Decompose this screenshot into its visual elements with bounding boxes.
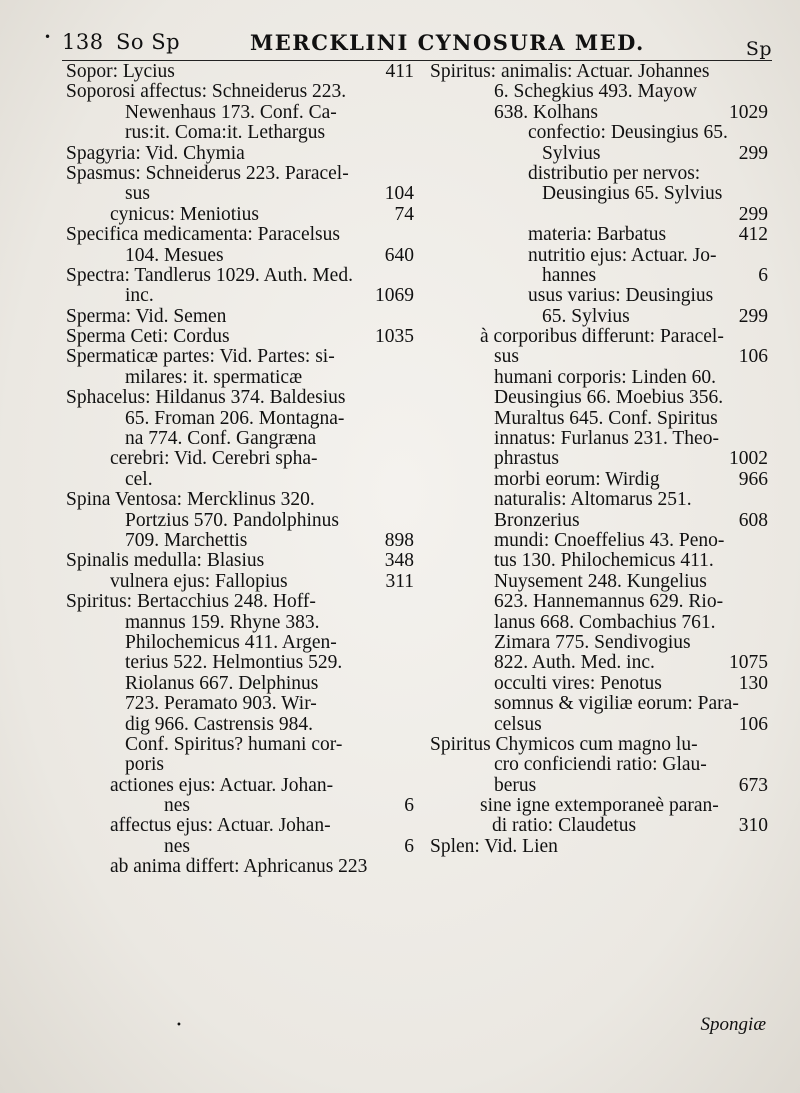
index-entry-text: materia: Barbatus: [528, 224, 667, 246]
index-entry-text: 65. Sylvius: [542, 305, 630, 327]
index-entry-text: 6. Schegkius 493. Mayow: [494, 81, 698, 103]
index-entry-line: [430, 592, 768, 612]
index-entry-text: Sylvius: [542, 142, 601, 164]
index-entry-text: Soporosi affectus: Schneiderus 223.: [66, 81, 347, 103]
index-entry-page-ref: [762, 755, 768, 775]
index-entry-text: sine igne extemporaneè paran-: [480, 795, 719, 817]
index-entry-page-ref: [762, 592, 768, 612]
index-entry-page-ref: [762, 694, 768, 714]
index-entry-text: poris: [125, 754, 164, 776]
index-entry-line: [430, 327, 768, 347]
index-entry-page-ref: 104: [384, 183, 414, 205]
index-entry-page-ref: 966: [738, 468, 768, 490]
index-entry-text: Splen: Vid. Lien: [430, 835, 558, 857]
index-entry-page-ref: 1029: [729, 101, 768, 123]
index-entry-page-ref: [408, 449, 414, 469]
catchword: Spongiæ: [700, 1014, 766, 1035]
index-entry-text: nutritio ejus: Actuar. Jo-: [528, 244, 717, 266]
index-entry-page-ref: [762, 246, 768, 266]
index-entry-line: [430, 531, 768, 551]
index-entry-page-ref: [762, 286, 768, 306]
index-entry-line: [430, 796, 768, 816]
index-entry-text: cel.: [125, 468, 153, 490]
index-entry-line: [66, 347, 414, 367]
index-entry-text: usus varius: Deusingius: [528, 285, 714, 307]
index-entry-page-ref: [408, 674, 414, 694]
index-entry-text: Spagyria: Vid. Chymia: [66, 142, 245, 164]
index-entry-line: [66, 82, 414, 102]
index-entry-line: [66, 246, 414, 266]
index-entry-line: [66, 266, 414, 286]
index-entry-text: milares: it. spermaticæ: [125, 366, 303, 388]
index-entry-text: mannus 159. Rhyne 383.: [125, 611, 320, 633]
index-entry-text: cynicus: Meniotius: [110, 203, 259, 225]
index-entry-line: [66, 613, 414, 633]
index-entry-line: [430, 225, 768, 245]
index-entry-text: 723. Peramato 903. Wir-: [125, 693, 317, 715]
index-entry-page-ref: [408, 347, 414, 367]
index-entry-text: inc.: [125, 285, 154, 307]
index-entry-line: [66, 470, 414, 490]
index-entry-text: cerebri: Vid. Cerebri spha-: [110, 448, 318, 470]
index-entry-line: [66, 837, 414, 857]
index-entry-text: innatus: Furlanus 231. Theo-: [494, 428, 719, 450]
index-entry-text: Muraltus 645. Conf. Spiritus: [494, 407, 718, 429]
index-entry-line: [430, 470, 768, 490]
index-entry-page-ref: 74: [394, 203, 414, 225]
index-entry-page-ref: 106: [738, 346, 768, 368]
page-title: MERCKLINI CYNOSURA MED.: [250, 30, 645, 55]
right-index-column: [430, 62, 768, 857]
index-entry-page-ref: [762, 82, 768, 102]
index-entry-page-ref: [408, 735, 414, 755]
index-entry-text: Zimara 775. Sendivogius: [494, 631, 691, 653]
index-entry-text: lanus 668. Combachius 761.: [494, 611, 716, 633]
index-entry-line: [430, 429, 768, 449]
index-entry-page-ref: [408, 694, 414, 714]
index-entry-line: [66, 388, 414, 408]
index-entry-text: confectio: Deusingius 65.: [528, 122, 728, 144]
index-entry-line: [66, 776, 414, 796]
index-entry-page-ref: 6: [404, 795, 414, 817]
index-entry-page-ref: [408, 816, 414, 836]
index-entry-page-ref: [408, 470, 414, 490]
index-entry-line: [66, 286, 414, 306]
index-entry-line: [430, 144, 768, 164]
index-entry-page-ref: [408, 82, 414, 102]
index-entry-text: somnus & vigiliæ eorum: Para-: [494, 693, 739, 715]
index-entry-text: 104. Mesues: [125, 244, 224, 266]
index-entry-page-ref: [408, 409, 414, 429]
index-entry-page-ref: [408, 388, 414, 408]
index-entry-page-ref: 1035: [375, 326, 414, 348]
index-entry-line: [66, 674, 414, 694]
index-entry-line: [430, 674, 768, 694]
index-entry-line: [66, 490, 414, 510]
index-entry-line: [430, 449, 768, 469]
index-entry-text: Sperma Ceti: Cordus: [66, 326, 230, 348]
index-entry-page-ref: [408, 755, 414, 775]
index-entry-text: ab anima differt: Aphricanus 223: [110, 856, 368, 878]
index-entry-text: 65. Froman 206. Montagna-: [125, 407, 345, 429]
index-entry-text: cro conficiendi ratio: Glau-: [494, 754, 707, 776]
index-entry-line: [430, 388, 768, 408]
index-entry-line: [430, 837, 768, 857]
index-entry-page-ref: 299: [738, 142, 768, 164]
index-entry-line: [430, 776, 768, 796]
index-entry-line: [430, 286, 768, 306]
index-entry-text: Portzius 570. Pandolphinus: [125, 509, 339, 531]
index-entry-page-ref: [762, 551, 768, 571]
index-entry-line: [430, 82, 768, 102]
index-entry-line: [66, 653, 414, 673]
index-entry-line: [66, 633, 414, 653]
index-entry-line: [430, 694, 768, 714]
index-entry-page-ref: [762, 368, 768, 388]
index-entry-page-ref: [408, 266, 414, 286]
index-entry-text: 623. Hannemannus 629. Rio-: [494, 591, 724, 613]
index-entry-page-ref: [762, 490, 768, 510]
index-entry-text: 709. Marchettis: [125, 529, 248, 551]
index-entry-page-ref: 6: [404, 835, 414, 857]
index-entry-page-ref: 1002: [729, 448, 768, 470]
ink-speck: •: [176, 1020, 182, 1031]
index-entry-text: Sperma: Vid. Semen: [66, 305, 227, 327]
index-entry-page-ref: [408, 103, 414, 123]
index-entry-text: terius 522. Helmontius 529.: [125, 652, 343, 674]
index-entry-line: [430, 551, 768, 571]
index-entry-line: [66, 409, 414, 429]
index-entry-text: nes: [164, 835, 190, 857]
index-entry-line: [430, 266, 768, 286]
index-entry-page-ref: [762, 409, 768, 429]
index-entry-page-ref: [762, 837, 768, 857]
index-entry-text: phrastus: [494, 448, 559, 470]
index-entry-text: Spiritus: animalis: Actuar. Johannes: [430, 61, 710, 82]
index-entry-text: Newenhaus 173. Conf. Ca-: [125, 101, 337, 123]
index-entry-line: [430, 164, 768, 184]
index-entry-line: [430, 123, 768, 143]
index-entry-page-ref: 311: [385, 570, 414, 592]
index-entry-page-ref: [408, 123, 414, 143]
index-entry-text: di ratio: Claudetus: [492, 815, 637, 837]
index-entry-page-ref: [762, 531, 768, 551]
header-right-letters: Sp: [745, 38, 772, 60]
index-entry-line: [430, 307, 768, 327]
index-entry-line: [66, 368, 414, 388]
index-entry-text: Spinalis medulla: Blasius: [66, 550, 265, 572]
index-entry-page-ref: 299: [738, 305, 768, 327]
index-entry-line: [430, 62, 768, 82]
index-entry-text: 822. Auth. Med. inc.: [494, 652, 655, 674]
index-entry-page-ref: [762, 123, 768, 143]
index-entry-line: [430, 572, 768, 592]
index-entry-line: [430, 653, 768, 673]
index-entry-text: Sopor: Lycius: [66, 61, 175, 82]
index-entry-page-ref: [408, 225, 414, 245]
index-entry-line: [66, 572, 414, 592]
index-entry-page-ref: 412: [738, 224, 768, 246]
index-entry-text: rus:it. Coma:it. Lethargus: [125, 122, 326, 144]
index-entry-text: Philochemicus 411. Argen-: [125, 631, 337, 653]
index-entry-line: [66, 164, 414, 184]
index-entry-page-ref: 1075: [729, 652, 768, 674]
index-entry-text: berus: [494, 774, 537, 796]
index-entry-line: [66, 449, 414, 469]
index-entry-text: Specifica medicamenta: Paracelsus: [66, 224, 340, 246]
index-entry-text: Spina Ventosa: Mercklinus 320.: [66, 489, 315, 511]
index-entry-line: [66, 103, 414, 123]
running-header: [62, 26, 772, 61]
index-entry-line: [66, 205, 414, 225]
index-entry-text: humani corporis: Linden 60.: [494, 366, 717, 388]
index-entry-page-ref: [762, 164, 768, 184]
index-entry-line: [66, 62, 414, 82]
index-entry-line: [66, 123, 414, 143]
index-entry-page-ref: [408, 592, 414, 612]
index-entry-line: [430, 755, 768, 775]
index-entry-line: [66, 307, 414, 327]
index-entry-line: [430, 511, 768, 531]
index-entry-text: morbi eorum: Wirdig: [494, 468, 660, 490]
index-entry-line: [66, 531, 414, 551]
index-entry-text: naturalis: Altomarus 251.: [494, 489, 692, 511]
index-entry-text: Riolanus 667. Delphinus: [125, 672, 319, 694]
index-entry-text: Nuysement 248. Kungelius: [494, 570, 707, 592]
index-entry-page-ref: [762, 184, 768, 204]
left-index-column: [66, 62, 414, 878]
index-entry-text: nes: [164, 795, 190, 817]
index-entry-text: Spermaticæ partes: Vid. Partes: si-: [66, 346, 335, 368]
index-entry-page-ref: 1069: [375, 285, 414, 307]
index-entry-page-ref: [408, 144, 414, 164]
index-entry-text: celsus: [494, 713, 542, 735]
index-entry-line: [430, 633, 768, 653]
index-entry-text: dig 966. Castrensis 984.: [125, 713, 313, 735]
index-entry-line: [66, 816, 414, 836]
index-entry-text: tus 130. Philochemicus 411.: [494, 550, 714, 572]
index-entry-text: sus: [125, 183, 150, 205]
index-entry-page-ref: [408, 776, 414, 796]
index-entry-text: occulti vires: Penotus: [494, 672, 662, 694]
index-entry-line: [66, 225, 414, 245]
index-entry-line: [430, 490, 768, 510]
index-entry-line: [430, 816, 768, 836]
index-entry-text: Spasmus: Schneiderus 223. Paracel-: [66, 162, 349, 184]
index-entry-page-ref: [762, 62, 768, 82]
index-entry-page-ref: [408, 653, 414, 673]
index-entry-page-ref: [408, 633, 414, 653]
index-entry-page-ref: 299: [738, 203, 768, 225]
index-entry-line: [66, 755, 414, 775]
index-entry-text: actiones ejus: Actuar. Johan-: [110, 774, 334, 796]
index-entry-line: [66, 184, 414, 204]
index-entry-line: [430, 368, 768, 388]
index-entry-page-ref: 130: [738, 672, 768, 694]
index-entry-page-ref: 106: [738, 713, 768, 735]
index-entry-text: affectus ejus: Actuar. Johan-: [110, 815, 331, 837]
index-entry-page-ref: [408, 511, 414, 531]
index-entry-page-ref: [408, 490, 414, 510]
index-entry-page-ref: 898: [384, 529, 414, 551]
index-entry-text: Spiritus Chymicos cum magno lu-: [430, 733, 698, 755]
index-entry-text: na 774. Conf. Gangræna: [125, 428, 317, 450]
index-entry-text: 638. Kolhans: [494, 101, 598, 123]
index-entry-page-ref: [762, 633, 768, 653]
index-entry-line: [430, 246, 768, 266]
index-entry-text: Conf. Spiritus? humani cor-: [125, 733, 343, 755]
index-entry-page-ref: [762, 613, 768, 633]
index-entry-text: sus: [494, 346, 519, 368]
index-entry-page-ref: 640: [384, 244, 414, 266]
index-entry-page-ref: 6: [758, 264, 768, 286]
index-entry-line: [430, 184, 768, 204]
header-letters: So Sp: [116, 30, 181, 54]
index-entry-page-ref: [762, 796, 768, 816]
index-entry-text: mundi: Cnoeffelius 43. Peno-: [494, 529, 725, 551]
index-entry-text: Spiritus: Bertacchius 248. Hoff-: [66, 591, 316, 613]
index-entry-page-ref: [762, 429, 768, 449]
index-entry-page-ref: [762, 327, 768, 347]
index-entry-line: [66, 715, 414, 735]
index-entry-page-ref: [408, 368, 414, 388]
index-entry-line: [66, 735, 414, 755]
index-entry-page-ref: [762, 572, 768, 592]
index-entry-line: [430, 205, 768, 225]
index-entry-text: Sphacelus: Hildanus 374. Baldesius: [66, 387, 346, 409]
index-entry-page-ref: [408, 429, 414, 449]
index-entry-page-ref: [408, 857, 414, 877]
index-entry-line: [430, 715, 768, 735]
index-entry-line: [430, 409, 768, 429]
index-entry-line: [430, 735, 768, 755]
index-entry-line: [66, 327, 414, 347]
index-entry-text: hannes: [542, 264, 597, 286]
index-entry-line: [66, 694, 414, 714]
index-entry-text: Bronzerius: [494, 509, 580, 531]
index-entry-page-ref: 673: [738, 774, 768, 796]
index-entry-page-ref: [408, 613, 414, 633]
index-entry-line: [430, 103, 768, 123]
index-entry-line: [430, 613, 768, 633]
index-entry-line: [66, 592, 414, 612]
index-entry-page-ref: [408, 164, 414, 184]
index-entry-text: Spectra: Tandlerus 1029. Auth. Med.: [66, 264, 353, 286]
index-entry-line: [66, 796, 414, 816]
index-entry-line: [66, 857, 414, 877]
index-entry-text: Deusingius 65. Sylvius: [542, 183, 723, 205]
index-entry-page-ref: [762, 735, 768, 755]
page-number: 138: [62, 30, 104, 54]
ink-speck: •: [44, 30, 52, 44]
index-entry-page-ref: 310: [738, 815, 768, 837]
index-entry-page-ref: [408, 715, 414, 735]
index-entry-text: à corporibus differunt: Paracel-: [480, 326, 724, 348]
index-entry-page-ref: 348: [384, 550, 414, 572]
index-entry-text: Deusingius 66. Moebius 356.: [494, 387, 724, 409]
index-entry-line: [66, 144, 414, 164]
index-entry-text: distributio per nervos:: [528, 162, 701, 184]
index-entry-line: [66, 429, 414, 449]
index-entry-text: vulnera ejus: Fallopius: [110, 570, 288, 592]
index-entry-line: [430, 347, 768, 367]
index-entry-page-ref: [762, 388, 768, 408]
index-entry-line: [66, 551, 414, 571]
index-entry-page-ref: [408, 307, 414, 327]
index-entry-line: [66, 511, 414, 531]
index-entry-page-ref: 608: [738, 509, 768, 531]
index-entry-page-ref: 411: [385, 61, 414, 82]
